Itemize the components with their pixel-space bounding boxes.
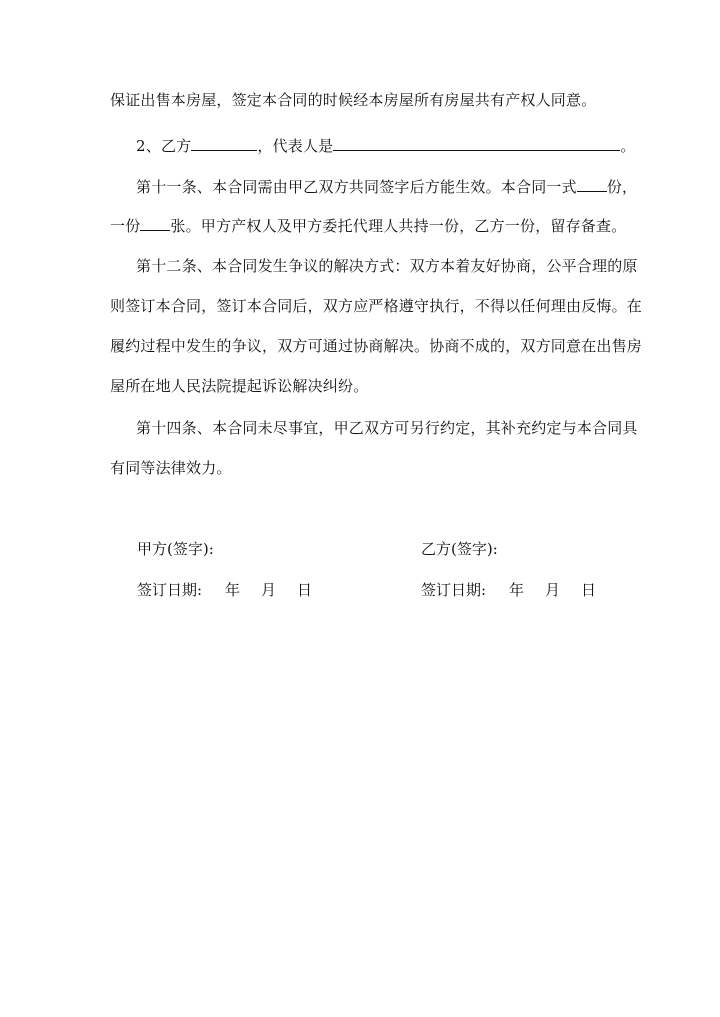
article-11-text-b: 份， [606,178,638,196]
article-11-line-1 [136,175,637,197]
day-label: 日 [581,581,597,599]
article-12-line: 履约过程中发生的争议，双方可通过协商解决。协商不成的，双方同意在出售房 [110,337,643,355]
article-11-text-a: 第十一条、本合同需由甲乙双方共同签字后方能生效。本合同一式 [136,178,577,196]
article-14-line: 第十四条、本合同未尽事宜，甲乙双方可另行约定，其补充约定与本合同具 [136,419,638,437]
year-label: 年 [225,581,241,599]
article-11-text-d: 张。甲方产权人及甲方委托代理人共持一份，乙方一份，留存备查。 [170,217,627,235]
month-label: 月 [261,581,277,599]
party-b-suffix: 。 [620,137,636,155]
date-label: 签订日期: [421,581,487,599]
paragraph-line: 保证出售本房屋，签定本合同的时候经本房屋所有房屋共有产权人同意。 [110,91,597,109]
article-11-line-2 [110,214,626,236]
party-b-mid: ，代表人是 [257,137,334,155]
representative-blank [333,134,620,151]
article-12-line: 则签订本合同，签订本合同后，双方应严格遵守执行，不得以任何理由反悔。在 [110,297,643,315]
article-12-line: 第十二条、本合同发生争议的解决方式：双方本着友好协商，公平合理的原 [136,257,638,275]
party-b-line [136,134,636,156]
party-b-signature-label: 乙方(签字): [421,540,498,558]
copies-count-blank [577,175,607,192]
article-11-text-c: 一份 [110,217,141,235]
pages-count-blank [140,214,170,231]
party-b-prefix: 2、乙方 [136,137,192,155]
party-b-date-row [421,580,596,600]
article-14-line: 有同等法律效力。 [110,459,232,477]
party-a-date-row [137,580,312,600]
article-12-line: 屋所在地人民法院提起诉讼解决纠纷。 [110,377,369,395]
date-label: 签订日期: [137,581,203,599]
month-label: 月 [545,581,561,599]
party-b-name-blank [191,134,257,151]
party-a-signature-label: 甲方(签字): [137,540,214,558]
day-label: 日 [297,581,313,599]
year-label: 年 [509,581,525,599]
